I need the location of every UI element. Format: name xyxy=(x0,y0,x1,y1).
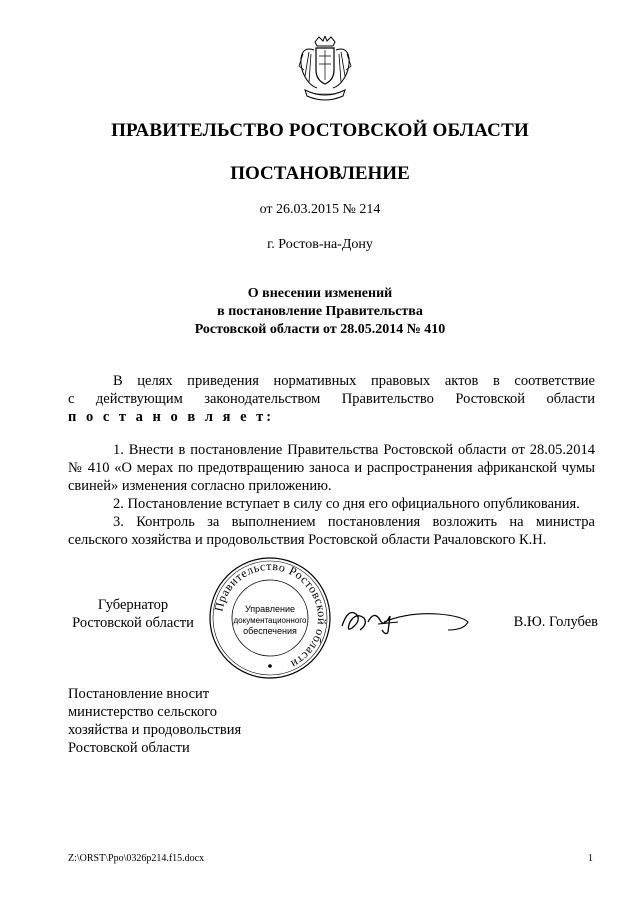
submitted-by-note xyxy=(68,685,241,757)
official-stamp xyxy=(207,555,333,681)
note-line: Постановление вносит xyxy=(68,686,210,702)
resolution-item: 2. Постановление вступает в силу со дня его официального опубликования. xyxy=(113,496,580,512)
subject-line: Ростовской области от 28.05.2014 № 410 xyxy=(194,322,446,337)
note-line: министерство сельского xyxy=(68,704,218,720)
government-title: ПРАВИТЕЛЬСТВО РОСТОВСКОЙ ОБЛАСТИ xyxy=(111,120,529,141)
page-number: 1 xyxy=(588,853,593,864)
preamble-line: В целях приведения нормативных правовых актов в соответствие xyxy=(113,373,595,389)
stamp-ring-text: Правительство Ростовской области xyxy=(211,558,330,672)
preamble xyxy=(68,372,595,426)
resolution-item: 3. Контроль за выполнением постановления возложить на министра сельского хозяйства и продовольствия Ростовской области Рачаловского К.Н. xyxy=(68,514,595,548)
stamp-center-line: обеспечения xyxy=(243,626,297,636)
stamp-center-line: Управление xyxy=(244,604,296,614)
note-line: хозяйства и продовольствия xyxy=(68,722,242,738)
document-type: ПОСТАНОВЛЕНИЕ xyxy=(230,163,410,184)
signatory-name: В.Ю. Голубев xyxy=(513,614,598,630)
subject-line: в постановление Правительства xyxy=(217,304,423,319)
document-date-number: от 26.03.2015 № 214 xyxy=(259,202,381,217)
document-city: г. Ростов-на-Дону xyxy=(267,237,373,252)
footer-file-path: Z:\ORST\Ppo\0326p214.f15.docx xyxy=(68,853,205,864)
resolution-items xyxy=(68,441,595,549)
signature-scribble xyxy=(338,600,473,640)
signatory-role-line: Ростовской области xyxy=(72,615,194,631)
document-subject xyxy=(0,285,640,339)
stamp-center-line: документационного xyxy=(233,616,307,625)
preamble-line: с действующим законодательством Правительство Ростовской области xyxy=(68,391,595,407)
preamble-decides: п о с т а н о в л я е т: xyxy=(68,409,275,425)
note-line: Ростовской области xyxy=(68,740,190,756)
signatory-role xyxy=(68,596,198,632)
subject-line: О внесении изменений xyxy=(247,286,393,301)
resolution-item: 1. Внести в постановление Правительства Ростовской области от 28.05.2014 № 410 «О мерах по предотвращению заноса и распространения африканской чумы свиней» изменения согласно приложению. xyxy=(68,442,595,494)
coat-of-arms-emblem xyxy=(295,36,355,106)
signatory-role-line: Губернатор xyxy=(97,597,169,613)
